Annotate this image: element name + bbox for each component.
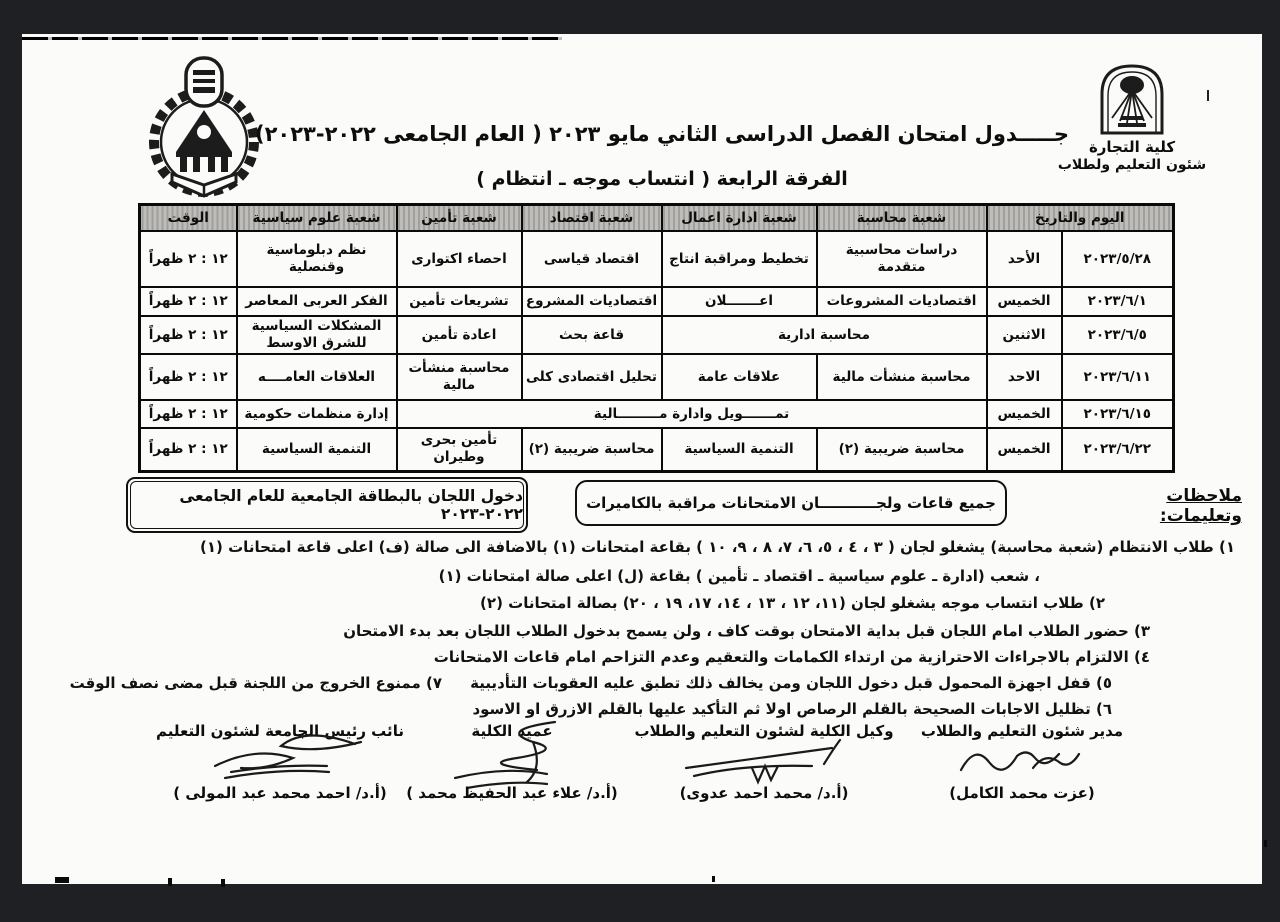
- exam-schedule-table: [138, 203, 1175, 473]
- exam-row: [140, 316, 1174, 354]
- day-cell: الخميس: [987, 287, 1062, 316]
- exam-schedule-table-wrap: [138, 203, 1175, 473]
- subject-cell: اقتصاديات المشروعات: [817, 287, 987, 316]
- university-stamp-block: [1040, 60, 1224, 173]
- column-header: شعبة تأمين: [397, 205, 522, 232]
- note-2: ٢) طلاب انتساب موجه يشغلو لجان (١١، ١٢ ، ١٣ ، ١٤، ١٧، ١٩ ، ٢٠) بصالة امتحانات (٢): [480, 594, 1105, 612]
- exam-row: [140, 428, 1174, 471]
- date-cell: ٢٠٢٣/٦/٥: [1062, 316, 1174, 354]
- department-name-label: شئون التعليم ولطلاب: [1057, 157, 1207, 173]
- signature-name: (عزت محمد الكامل): [949, 784, 1095, 802]
- exam-row: [140, 287, 1174, 316]
- signature-title: مدير شئون التعليم والطلاب: [920, 722, 1124, 740]
- subject-cell: نظم دبلوماسية وقنصلية: [237, 231, 397, 287]
- signature-name: (أ.د/ احمد محمد عبد المولى ): [173, 784, 387, 802]
- handwritten-signature-icon: [674, 734, 854, 790]
- signature-name: (أ.د/ محمد احمد عدوى): [679, 784, 849, 802]
- scanned-page: [22, 34, 1262, 884]
- subject-cell: الفكر العربى المعاصر: [237, 287, 397, 316]
- handwritten-signature-icon: [437, 716, 587, 794]
- scan-artifact-speck: [168, 878, 172, 886]
- signature-title: وكيل الكلية لشئون التعليم والطلاب: [634, 722, 894, 740]
- signature-block-dean: [382, 722, 642, 832]
- column-header: شعبة علوم سياسية: [237, 205, 397, 232]
- scan-artifact-speck: [1264, 840, 1267, 847]
- note-3: ٣) حضور الطلاب امام اللجان قبل بداية الامتحان بوقت كاف ، ولن يسمح بدخول الطلاب اللجان بعد بدء الامتحان: [343, 622, 1150, 640]
- subject-cell: محاسبة منشأت مالية: [817, 354, 987, 400]
- day-cell: الاثنين: [987, 316, 1062, 354]
- signature-block-education-director: [892, 722, 1152, 832]
- id-card-notice-box: [126, 477, 528, 533]
- id-card-notice-text: دخول اللجان بالبطاقة الجامعية للعام الجامعى ٢٠٢٢-٢٠٢٣: [130, 481, 524, 529]
- note-1-line-1: ١) طلاب الانتظام (شعبة محاسبة) يشغلو لجان ( ٣ ، ٤ ، ٥، ٦، ٧، ٨ ، ٩، ١٠ ) بقاعة امتحانات (١) بالاضافة الى صالة (ف) اعلى قاعة امتحانات (١): [200, 538, 1235, 556]
- subject-cell: تمـــــــويل وادارة مـــــــــالية: [397, 400, 987, 428]
- scan-artifact-speck: [221, 879, 225, 887]
- date-cell: ٢٠٢٣/٦/١: [1062, 287, 1174, 316]
- subject-cell: اقتصاديات المشروع: [522, 287, 662, 316]
- column-header: شعبة ادارة اعمال: [662, 205, 817, 232]
- subject-cell: محاسبة ضريبية (٢): [522, 428, 662, 471]
- exam-time: ١٢ : ٢ ظهراً: [148, 326, 228, 343]
- note-1-line-2: ، شعب (ادارة ـ علوم سياسية ـ اقتصاد ـ تأمين ) بقاعة (ل) اعلى صالة امتحانات (١): [438, 567, 1040, 585]
- time-cell: [140, 316, 237, 354]
- day-cell: الخميس: [987, 400, 1062, 428]
- column-header: اليوم والتاريخ: [987, 205, 1174, 232]
- table-body: [140, 231, 1174, 471]
- scan-artifact-mark: [1207, 90, 1209, 101]
- subject-cell: تشريعات تأمين: [397, 287, 522, 316]
- column-header: الوقت: [140, 205, 237, 232]
- document-subtitle: الفرقة الرابعة ( انتساب موجه ـ انتظام ): [476, 168, 848, 190]
- document-title: جـــــدول امتحان الفصل الدراسى الثاني مايو ٢٠٢٣ ( العام الجامعى ٢٠٢٢-٢٠٢٣): [254, 122, 1070, 146]
- cameras-notice-box: جميع قاعات ولجـــــــــــان الامتحانات مراقبة بالكاميرات: [575, 480, 1007, 526]
- subject-cell: اقتصاد قياسى: [522, 231, 662, 287]
- scan-artifact-speck: [712, 876, 715, 882]
- note-5: ٥) قفل اجهزة المحمول قبل دخول اللجان ومن يخالف ذلك تطبق عليه العقوبات التأديبية: [470, 674, 1112, 692]
- subject-cell: اعادة تأمين: [397, 316, 522, 354]
- signature-block-vice-dean: [634, 722, 894, 832]
- subject-cell: التنمية السياسية: [237, 428, 397, 471]
- time-cell: [140, 400, 237, 428]
- subject-cell: تحليل اقتصادى كلى: [522, 354, 662, 400]
- signature-title: عميد الكلية: [471, 722, 553, 740]
- signature-block-vice-president: [150, 722, 410, 832]
- signature-title: نائب رئيس الجامعة لشئون التعليم: [156, 722, 404, 740]
- subject-cell: دراسات محاسبية متقدمة: [817, 231, 987, 287]
- signature-name: (أ.د/ علاء عبد الحفيظ محمد ): [406, 784, 618, 802]
- handwritten-signature-icon: [947, 734, 1097, 786]
- time-cell: [140, 231, 237, 287]
- exam-time: ١٢ : ٢ ظهراً: [148, 405, 228, 422]
- subject-cell: احصاء اكتوارى: [397, 231, 522, 287]
- subject-cell: تخطيط ومراقبة انتاج: [662, 231, 817, 287]
- subject-cell: قاعة بحث: [522, 316, 662, 354]
- time-cell: [140, 428, 237, 471]
- subject-cell: التنمية السياسية: [662, 428, 817, 471]
- day-cell: الاحد: [987, 354, 1062, 400]
- exam-time: ١٢ : ٢ ظهراً: [148, 250, 228, 267]
- note-7: ٧) ممنوع الخروج من اللجنة قبل مضى نصف الوقت: [69, 674, 442, 692]
- exam-row: [140, 231, 1174, 287]
- subject-cell: إدارة منظمات حكومية: [237, 400, 397, 428]
- exam-time: ١٢ : ٢ ظهراً: [148, 440, 228, 457]
- table-header-row: [140, 205, 1174, 232]
- subject-cell: علاقات عامة: [662, 354, 817, 400]
- note-4: ٤) الالتزام بالاجراءات الاحترازية من ارتداء الكمامات والتعقيم وعدم التزاحم امام قاعات الامتحانات: [433, 648, 1150, 666]
- subject-cell: محاسبة منشأت مالية: [397, 354, 522, 400]
- scan-artifact-streak: [22, 37, 562, 40]
- notes-heading: ملاحظات وتعليمات:: [1159, 486, 1242, 526]
- date-cell: ٢٠٢٣/٦/١١: [1062, 354, 1174, 400]
- subject-cell: اعـــــــلان: [662, 287, 817, 316]
- column-header: شعبة محاسبة: [817, 205, 987, 232]
- day-cell: الأحد: [987, 231, 1062, 287]
- subject-cell: العلاقات العامــــه: [237, 354, 397, 400]
- subject-cell: محاسبة ضريبية (٢): [817, 428, 987, 471]
- university-logo-icon: [1094, 60, 1170, 136]
- subject-cell: محاسبة ادارية: [662, 316, 987, 354]
- date-cell: ٢٠٢٣/٦/٢٢: [1062, 428, 1174, 471]
- faculty-name-label: كلية التجارة: [1088, 138, 1176, 156]
- subject-cell: المشكلات السياسية للشرق الاوسط: [237, 316, 397, 354]
- column-header: شعبة اقتصاد: [522, 205, 662, 232]
- handwritten-signature-icon: [185, 726, 375, 786]
- time-cell: [140, 287, 237, 316]
- note-6: ٦) تظليل الاجابات الصحيحة بالقلم الرصاص اولا ثم التأكيد عليها بالقلم الازرق او الاسود: [472, 700, 1112, 718]
- subject-cell: تأمين بحرى وطيران: [397, 428, 522, 471]
- exam-time: ١٢ : ٢ ظهراً: [148, 293, 228, 310]
- time-cell: [140, 354, 237, 400]
- date-cell: ٢٠٢٣/٦/١٥: [1062, 400, 1174, 428]
- scan-artifact-speck: [55, 877, 69, 883]
- day-cell: الخميس: [987, 428, 1062, 471]
- exam-row: [140, 400, 1174, 428]
- date-cell: ٢٠٢٣/٥/٢٨: [1062, 231, 1174, 287]
- exam-row: [140, 354, 1174, 400]
- exam-time: ١٢ : ٢ ظهراً: [148, 368, 228, 385]
